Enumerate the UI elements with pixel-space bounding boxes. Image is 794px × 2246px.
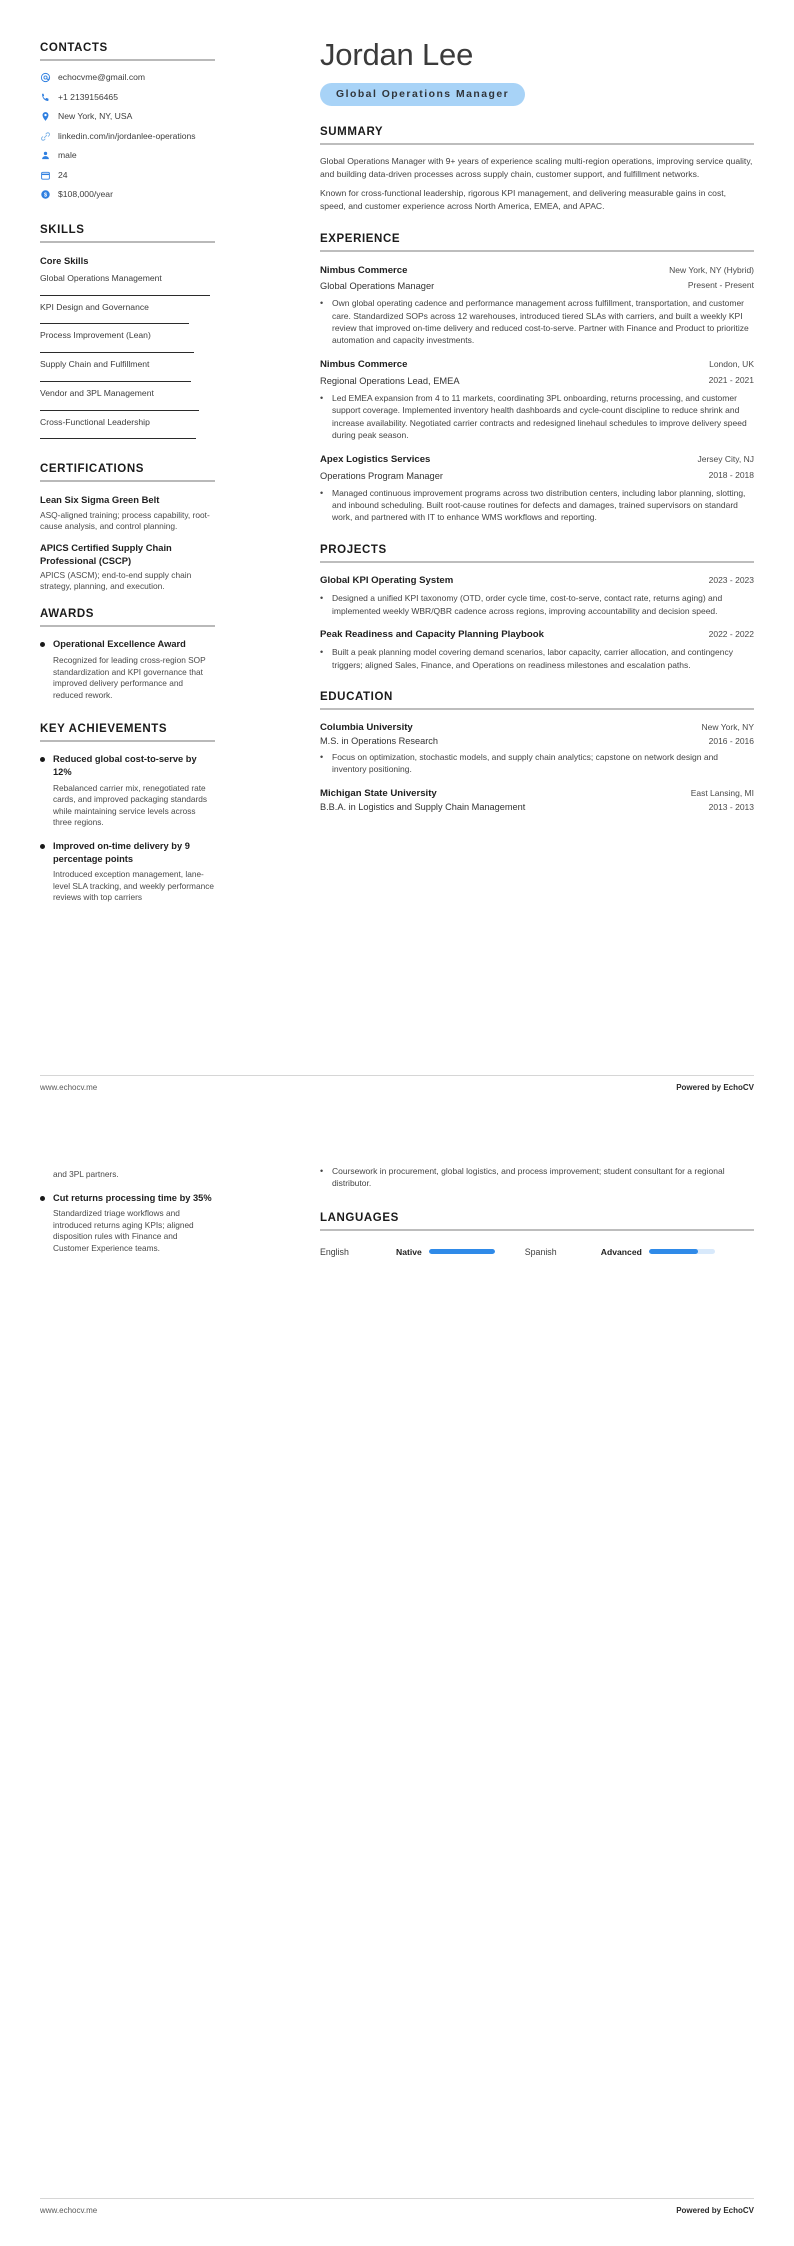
achievement-title: Cut returns processing time by 35% [53, 1192, 212, 1203]
achievement-title: Improved on-time delivery by 9 percentage points [53, 840, 190, 864]
key-achievements-divider [40, 740, 215, 742]
certifications-divider [40, 480, 215, 482]
job-dates: Present - Present [687, 280, 754, 291]
skill-label: Process Improvement (Lean) [40, 330, 151, 341]
achievement-item [40, 1192, 215, 1255]
bullet-dot-icon [40, 757, 45, 762]
project-item [320, 629, 754, 671]
skill-item [40, 388, 215, 411]
summary-section [320, 126, 754, 213]
contact-value: echocvme@gmail.com [58, 72, 146, 83]
skills-section [40, 224, 215, 439]
bullet-marker-icon: • [320, 393, 324, 403]
skill-item [40, 273, 215, 296]
job-dates: 2018 - 2018 [708, 469, 754, 480]
certification-title: APICS Certified Supply Chain Professional (CSCP) [40, 542, 172, 566]
contact-item-salary [40, 189, 215, 200]
certification-item [40, 542, 215, 592]
job-company: Nimbus Commerce [320, 359, 408, 371]
experience-item [320, 359, 754, 441]
skill-item [40, 330, 215, 353]
awards-heading: AWARDS [40, 608, 95, 621]
education-degree: B.B.A. in Logistics and Supply Chain Management [320, 801, 526, 812]
skill-label: Global Operations Management [40, 273, 162, 283]
skill-item [40, 359, 215, 382]
contact-value: linkedin.com/in/jordanlee-operations [58, 130, 196, 141]
job-company: Nimbus Commerce [320, 264, 408, 276]
certification-title: Lean Six Sigma Green Belt [40, 494, 160, 506]
footer-brand: Powered by EchoCV [676, 1083, 754, 1092]
contacts-divider [40, 59, 215, 61]
language-name: English [320, 1246, 349, 1257]
certification-item [40, 494, 215, 532]
job-bullet-text: Led EMEA expansion from 4 to 11 markets, coordinating 3PL onboarding, returns processing, and customer support coverage. Implemented inventory health dashboards and cycle-count discipline to reduce shrink and increase availability. Negotiated carrier contracts and redesigned linehaul schedules to improve delivery speed during peak season. [332, 393, 747, 440]
bullet-dot-icon [40, 642, 45, 647]
calendar-icon [40, 170, 51, 181]
project-bullet [320, 646, 754, 671]
experience-divider [320, 250, 754, 252]
education-bullet [320, 1165, 754, 1190]
award-title: Operational Excellence Award [53, 639, 186, 650]
summary-divider [320, 143, 754, 145]
summary-paragraph: Known for cross-functional leadership, rigorous KPI management, and delivering measurable gains in cost, speed, and customer experience across North America, EMEA, and APAC. [320, 187, 727, 211]
job-role: Global Operations Manager [320, 281, 435, 292]
project-name: Peak Readiness and Capacity Planning Playbook [320, 628, 544, 640]
language-name: Spanish [524, 1246, 557, 1257]
achievement-title: Reduced global cost-to-serve by 12% [53, 754, 197, 777]
skill-item [40, 302, 215, 325]
skill-underline [40, 323, 189, 324]
education-dates: 2013 - 2013 [708, 801, 754, 812]
sidebar [40, 42, 215, 904]
contacts-list [40, 72, 215, 200]
job-dates: 2021 - 2021 [708, 374, 754, 385]
award-description: Recognized for leading cross-region SOP standardization and KPI governance that improved delivery performance and reduced rework. [53, 654, 206, 700]
education-dates: 2016 - 2016 [708, 735, 754, 746]
summary-heading: SUMMARY [320, 126, 384, 139]
language-proficiency-bar [649, 1249, 715, 1254]
job-location: Jersey City, NJ [697, 454, 754, 465]
skill-label: Vendor and 3PL Management [40, 387, 154, 398]
page-footer [40, 1075, 754, 1092]
achievement-description: Rebalanced carrier mix, renegotiated rate cards, and improved packaging standards while maintaining service levels across three regions. [53, 782, 208, 828]
education-location: New York, NY [701, 721, 754, 732]
key-achievements-heading: KEY ACHIEVEMENTS [40, 723, 168, 736]
certifications-section [40, 463, 215, 592]
svg-text:$: $ [43, 192, 48, 199]
award-item [40, 638, 215, 701]
main-content [320, 38, 754, 812]
languages-list [320, 1247, 754, 1257]
salary-icon [40, 189, 51, 200]
achievement-item [40, 840, 215, 904]
language-level: Advanced [600, 1246, 642, 1257]
education-divider [320, 708, 754, 710]
certification-description: APICS (ASCM); end-to-end supply chain strategy, planning, and execution. [40, 569, 192, 592]
languages-divider [320, 1229, 754, 1231]
projects-section [320, 544, 754, 671]
bullet-marker-icon: • [320, 1166, 324, 1176]
summary-paragraph: Global Operations Manager with 9+ years of experience scaling multi-region operations, improving service quality, and building data-driven processes across supply chain, customer support, and fulfillment networks. [320, 156, 753, 179]
footer-site-url[interactable]: www.echocv.me [40, 2206, 98, 2215]
job-location: London, UK [709, 359, 754, 370]
phone-icon [40, 92, 51, 103]
skill-label: Cross-Functional Leadership [40, 416, 150, 427]
education-bullet [320, 751, 754, 776]
bullet-marker-icon: • [320, 647, 324, 658]
sidebar-continued [40, 1169, 215, 1255]
language-proficiency-bar [429, 1249, 495, 1254]
language-proficiency-fill [649, 1249, 699, 1254]
contact-item-age [40, 170, 215, 181]
project-bullet-text: Built a peak planning model covering demand scenarios, labor capacity, carrier allocation, and contingency triggers; aligned Sales, Finance, and Operations on readiness milestones and escalation paths. [332, 647, 733, 670]
skill-underline [40, 352, 194, 353]
contact-item-gender [40, 150, 215, 161]
job-location: New York, NY (Hybrid) [669, 264, 754, 275]
page-title: Jordan Lee [320, 37, 474, 72]
achievement-description: Introduced exception management, lane-level SLA tracking, and weekly performance reviews with top carriers [53, 869, 214, 903]
certification-description: ASQ-aligned training; process capability, root-cause analysis, and control planning. [40, 509, 210, 531]
location-pin-icon [40, 111, 51, 122]
project-bullet-text: Designed a unified KPI taxonomy (OTD, order cycle time, cost-to-serve, contact rate, returns aging) and implemented weekly WBR/QBR cadence across regions, improving accountability and decision speed. [332, 593, 723, 616]
experience-item [320, 454, 754, 523]
link-icon [40, 131, 51, 142]
contact-item-linkedin[interactable] [40, 131, 215, 142]
skill-item [40, 417, 215, 440]
contact-item-phone[interactable] [40, 92, 215, 103]
skill-underline [40, 410, 199, 411]
person-icon [40, 150, 51, 161]
experience-item [320, 265, 754, 347]
skill-label: KPI Design and Governance [40, 301, 149, 312]
project-dates: 2022 - 2022 [708, 628, 754, 639]
awards-divider [40, 625, 215, 627]
job-bullet [320, 487, 754, 524]
certifications-heading: CERTIFICATIONS [40, 463, 145, 476]
project-dates: 2023 - 2023 [708, 574, 754, 585]
skill-underline [40, 381, 191, 382]
language-level: Native [396, 1246, 422, 1257]
footer-site-url[interactable]: www.echocv.me [40, 1083, 98, 1092]
education-degree: M.S. in Operations Research [320, 735, 438, 746]
footer-brand: Powered by EchoCV [676, 2206, 754, 2215]
bullet-marker-icon: • [320, 751, 324, 762]
main-content-continued [320, 1165, 754, 1257]
awards-section [40, 608, 215, 701]
skills-heading: SKILLS [40, 224, 85, 236]
language-proficiency-fill [429, 1249, 495, 1254]
education-school: Michigan State University [320, 787, 437, 799]
bullet-dot-icon [40, 844, 45, 849]
job-bullet-text: Managed continuous improvement programs across two distribution centers, including labor planning, slotting, and inbound scheduling. Built root-cause routines for defects and damages, trained supervisors on standard work, and partnered with IT to enhance WMS workflows and reporting. [332, 487, 746, 523]
skills-divider [40, 241, 215, 243]
job-bullet [320, 297, 754, 346]
contact-value: male [58, 150, 77, 161]
contacts-heading: CONTACTS [40, 42, 108, 54]
job-role: Regional Operations Lead, EMEA [320, 375, 460, 386]
contact-item-location [40, 111, 215, 122]
skills-group-title: Core Skills [40, 255, 89, 266]
job-title-badge: Global Operations Manager [320, 83, 525, 106]
education-item [320, 788, 754, 812]
skill-underline [40, 438, 196, 439]
education-bullet-text: Coursework in procurement, global logistics, and process improvement; student consultant for a regional distributor. [332, 1166, 725, 1189]
contact-item-email[interactable] [40, 72, 215, 83]
education-bullet-text: Focus on optimization, stochastic models, and supply chain analytics; capstone on network design and inventory positioning. [332, 751, 719, 775]
key-achievements-section [40, 723, 215, 903]
project-item [320, 575, 754, 617]
education-heading: EDUCATION [320, 690, 393, 703]
job-bullet [320, 392, 754, 441]
job-bullet-text: Own global operating cadence and performance management across fulfillment, transportation, and customer care. Standardized SOPs across 12 warehouses, introduced tiered SLAs with carriers, and built a weekly KPI review that improved on-time delivery and reduced cost-to-serve. Partner with Finance and Product to prioritize automation and capacity investments. [332, 298, 749, 346]
skill-underline [40, 295, 210, 296]
education-item [320, 722, 754, 776]
contact-value: New York, NY, USA [58, 111, 133, 122]
project-name: Global KPI Operating System [320, 574, 454, 586]
email-icon [40, 72, 51, 83]
projects-divider [320, 561, 754, 563]
job-company: Apex Logistics Services [320, 454, 431, 466]
experience-section [320, 233, 754, 524]
achievement-description: Standardized triage workflows and introduced returns aging KPIs; aligned disposition rules with Finance and Customer Experience teams. [53, 1208, 194, 1253]
contact-value: +1 2139156465 [58, 91, 118, 102]
contact-value: $108,000/year [58, 189, 113, 200]
bullet-marker-icon: • [320, 487, 324, 498]
projects-heading: PROJECTS [320, 543, 387, 556]
job-role: Operations Program Manager [320, 470, 443, 481]
bullet-dot-icon [40, 1196, 45, 1201]
education-school: Columbia University [320, 721, 413, 733]
education-section [320, 691, 754, 812]
contacts-section [40, 42, 215, 200]
experience-heading: EXPERIENCE [320, 232, 401, 245]
bullet-marker-icon: • [320, 298, 324, 309]
skill-label: Supply Chain and Fulfillment [40, 359, 150, 370]
languages-section [320, 1212, 754, 1257]
education-location: East Lansing, MI [690, 787, 754, 798]
achievement-description-continued: and 3PL partners. [53, 1169, 119, 1179]
achievement-item [40, 753, 215, 829]
languages-heading: LANGUAGES [320, 1211, 399, 1224]
resume-sheet-2 [0, 1123, 794, 2246]
project-bullet [320, 592, 754, 617]
page-footer [40, 2198, 754, 2215]
bullet-marker-icon: • [320, 593, 324, 604]
contact-value: 24 [58, 169, 68, 180]
